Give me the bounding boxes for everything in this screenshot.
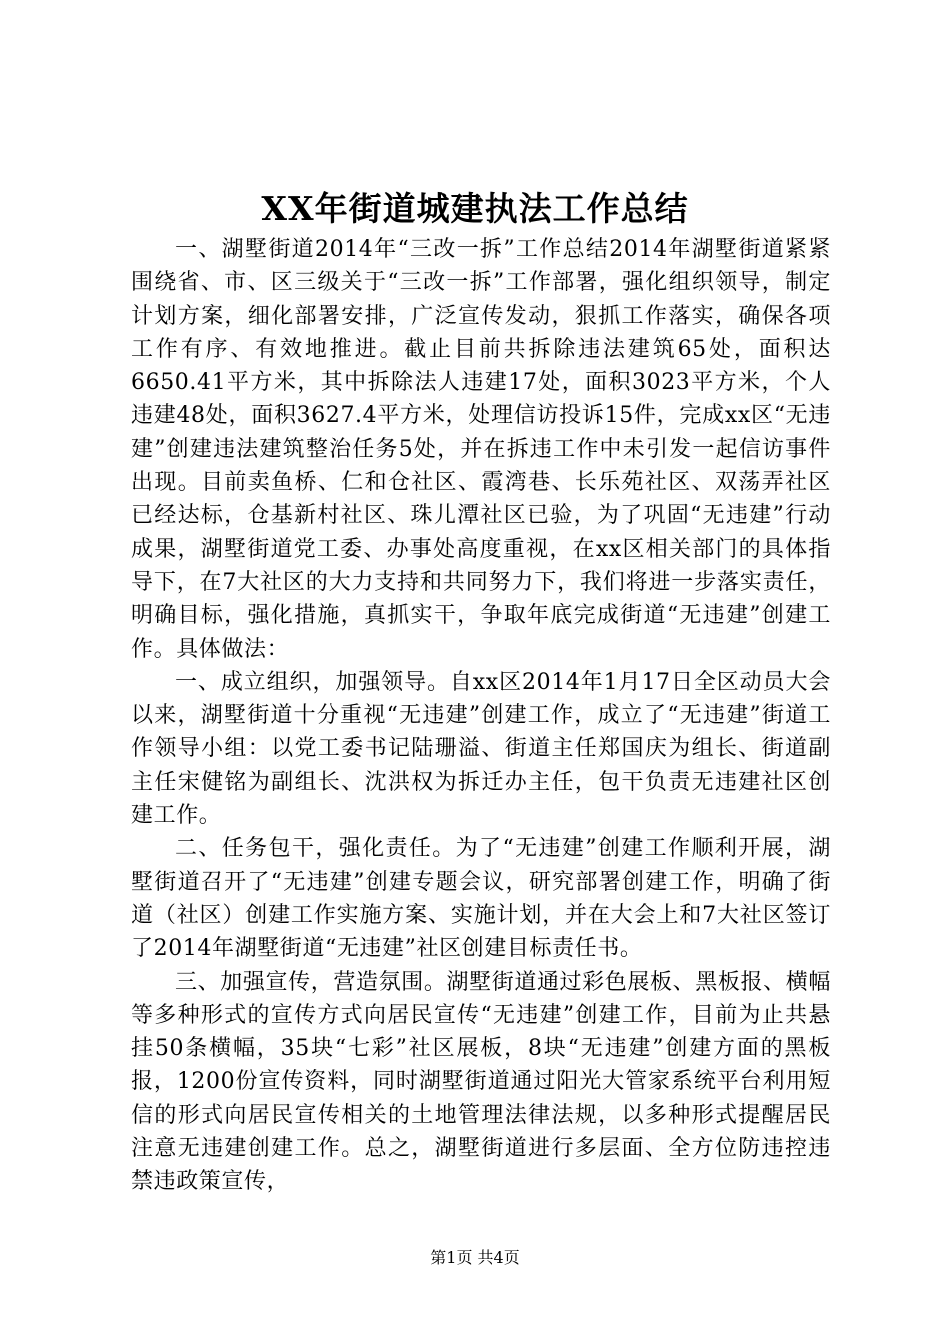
document-body: [131, 233, 831, 1199]
document-title: XX年街道城建执法工作总结: [261, 189, 689, 228]
paragraph-4: 三、加强宣传，营造氛围。湖墅街道通过彩色展板、黑板报、横幅等多种形式的宣传方式向居民宣传“无违建”创建工作，目前为止共悬挂50条横幅，35块“七彩”社区展板，8块“无违建”创建方面的黑板报，1200份宣传资料，同时湖墅街道通过阳光大管家系统平台利用短信的形式向居民宣传相关的土地管理法律法规，以多种形式提醒居民注意无违建创建工作。总之，湖墅街道进行多层面、全方位防违控违禁违政策宣传，: [131, 969, 831, 1195]
paragraph-2: 一、成立组织，加强领导。自xx区2014年1月17日全区动员大会以来，湖墅街道十分重视“无违建”创建工作，成立了“无违建”街道工作领导小组：以党工委书记陆珊溢、街道主任郑国庆为组长、街道副主任宋健铭为副组长、沈洪权为拆迁办主任，包干负责无违建社区创建工作。: [131, 669, 831, 829]
paragraph-1: 一、湖墅街道2014年“三改一拆”工作总结2014年湖墅街道紧紧围绕省、市、区三级关于“三改一拆”工作部署，强化组织领导，制定计划方案，细化部署安排，广泛宣传发动，狠抓工作落实，确保各项工作有序、有效地推进。截止目前共拆除违法建筑65处，面积达6650.41平方米，其中拆除法人违建17处，面积3023平方米，个人违建48处，面积3627.4平方米，处理信访投诉15件，完成xx区“无违建”创建违法建筑整治任务5处，并在拆违工作中未引发一起信访事件出现。目前卖鱼桥、仁和仓社区、霞湾巷、长乐苑社区、双荡弄社区已经达标，仓基新村社区、珠儿潭社区已验，为了巩固“无违建”行动成果，湖墅街道党工委、办事处高度重视，在xx区相关部门的具体指导下，在7大社区的大力支持和共同努力下，我们将进一步落实责任，明确目标，强化措施，真抓实干，争取年底完成街道“无违建”创建工作。具体做法：: [131, 237, 831, 662]
page-number-footer: 第1页 共4页: [430, 1248, 520, 1267]
paragraph-3: 二、任务包干，强化责任。为了“无违建”创建工作顺利开展，湖墅街道召开了“无违建”创建专题会议，研究部署创建工作，明确了街道（社区）创建工作实施方案、实施计划，并在大会上和7大社区签订了2014年湖墅街道“无违建”社区创建目标责任书。: [131, 836, 831, 962]
